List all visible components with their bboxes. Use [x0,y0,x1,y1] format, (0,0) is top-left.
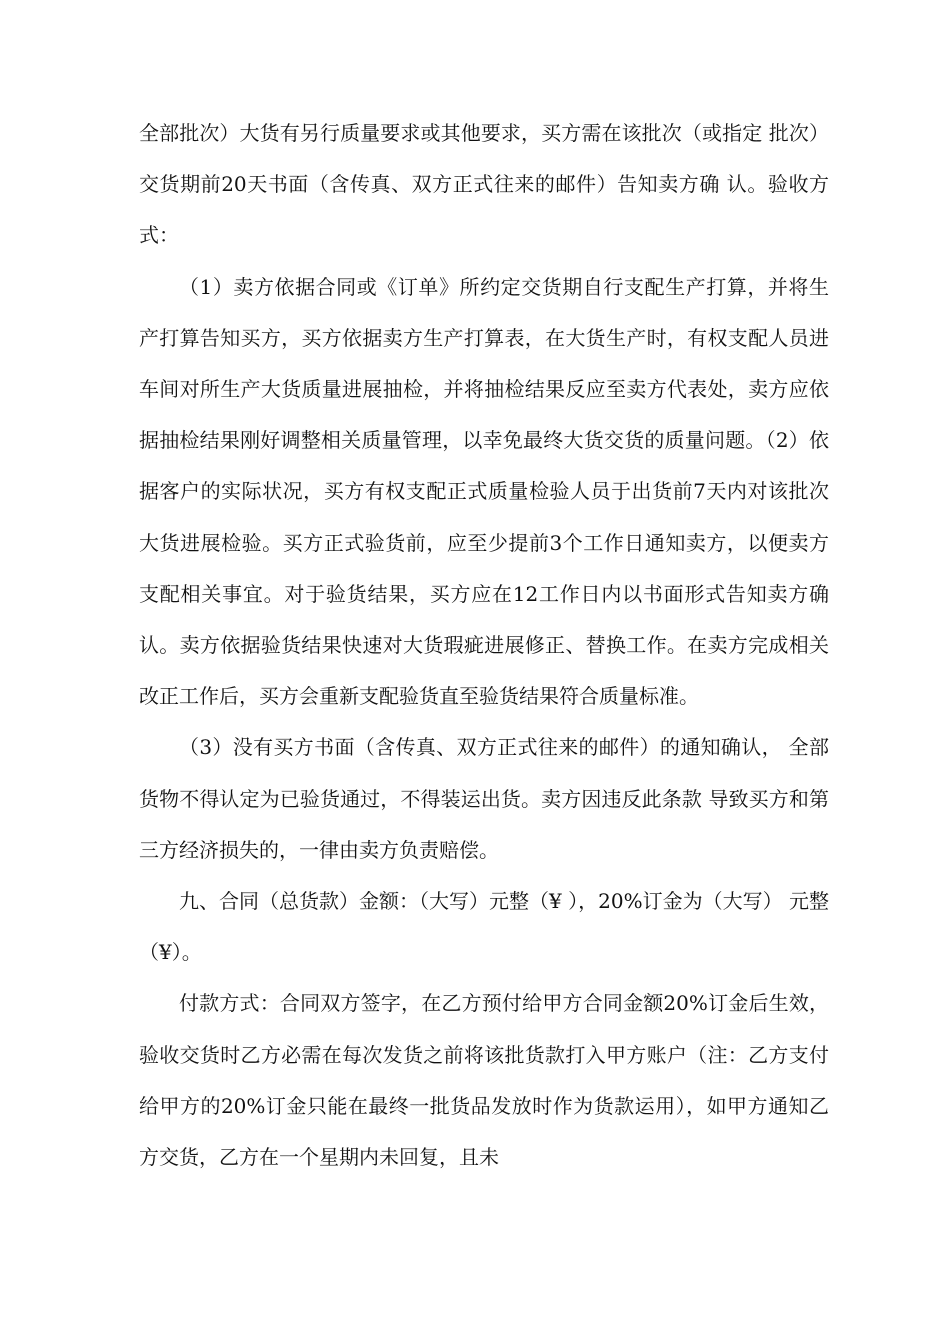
paragraph-inspection-clauses: （1）卖方依据合同或《订单》所约定交货期自行支配生产打算，并将生产打算告知买方，买方依据卖方生产打算表，在大货生产时，有权支配人员进车间对所生产大货质量进展抽检，并将抽检结果反应至卖方代表处，卖方应依据抽检结果刚好调整相关质量管理，以幸免最终大货交货的质量问题。（2）依据客户的实际状况，买方有权支配正式质量检验人员于出货前7天内对该批次大货进展检验。买方正式验货前，应至少提前3个工作日通知卖方，以便卖方支配相关事宜。对于验货结果，买方应在12工作日内以书面形式告知卖方确认。卖方依据验货结果快速对大货瑕疵进展修正、替换工作。在卖方完成相关改正工作后，买方会重新支配验货直至验货结果符合质量标准。 [139,274,829,709]
paragraph-payment-method: 付款方式：合同双方签字，在乙方预付给甲方合同金额20%订金后生效，验收交货时乙方必需在每次发货之前将该批货款打入甲方账户（注：乙方支付给甲方的20%订金只能在最终一批货品发放时作为货款运用），如甲方通知乙方交货，乙方在一个星期内未回复，且未 [139,991,829,1170]
paragraph-contract-amount: 九、合同（总货款）金额：（大写）元整（¥ ），20%订金为（大写） 元整（¥）。 [139,889,829,965]
paragraph-shipping-clause: （3）没有买方书面（含传真、双方正式往来的邮件）的通知确认， 全部货物不得认定为已验货通过，不得装运出货。卖方因违反此条款 导致买方和第三方经济损失的，一律由卖方负责赔偿。 [139,735,829,862]
document-body [139,108,829,1183]
paragraph-acceptance-intro: 全部批次）大货有另行质量要求或其他要求，买方需在该批次（或指定 批次）交货期前20天书面（含传真、双方正式往来的邮件）告知卖方确 认。验收方式： [139,121,829,248]
